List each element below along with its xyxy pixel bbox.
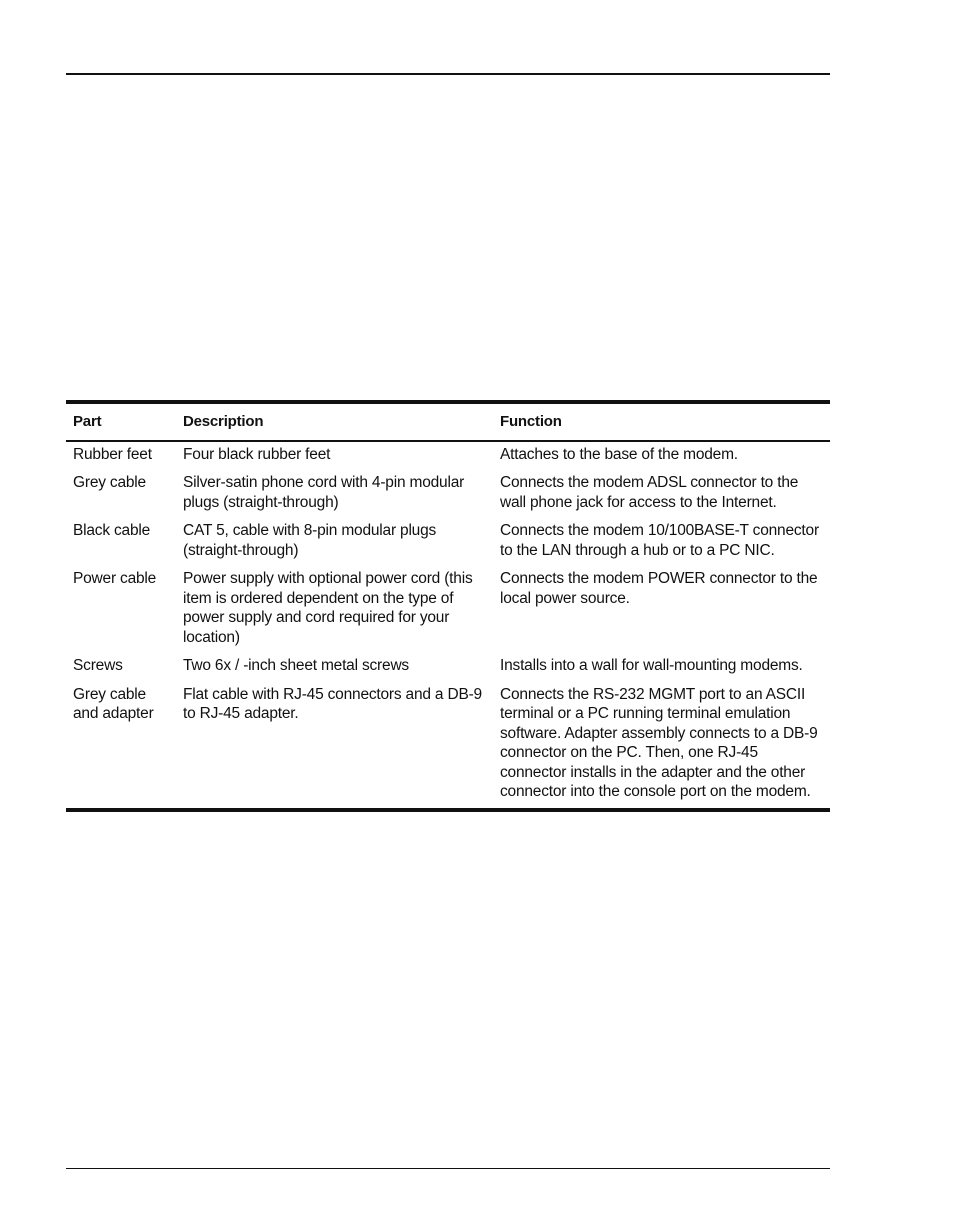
description-cell: CAT 5, cable with 8-pin modular plugs (straight-through) [183, 522, 437, 559]
header-rule [66, 73, 830, 75]
function-cell: Connects the modem 10/100BASE-T connector to the LAN through a hub or to a PC NIC. [500, 522, 819, 559]
function-cell: Installs into a wall for wall-mounting modems. [500, 657, 803, 674]
table-row [66, 441, 830, 470]
description-cell: Power supply with optional power cord (this item is ordered dependent on the type of power supply and cord required for your location) [183, 570, 473, 646]
part-cell: Power cable [73, 570, 157, 587]
table-header-row [66, 402, 830, 441]
table-row [66, 652, 830, 681]
description-cell: Four black rubber feet [183, 445, 331, 463]
table-row [66, 565, 830, 652]
part-cell: Black cable [73, 522, 151, 539]
column-header-part: Part [73, 413, 102, 430]
function-cell: Connects the RS-232 MGMT port to an ASCII terminal or a PC running terminal emulation software. Adapter assembly connects to a DB-9 connector on the PC. Then, one RJ-45 connector installs in the adapter and the other connector into the console port on the modem. [500, 685, 818, 800]
description-cell: Silver-satin phone cord with 4-pin modular plugs (straight-through) [183, 474, 465, 511]
column-header-description: Description [183, 413, 264, 430]
function-cell: Connects the modem ADSL connector to the wall phone jack for access to the Internet. [500, 474, 799, 511]
part-cell: Screws [73, 657, 123, 674]
part-cell: Grey cable and adapter [73, 685, 154, 722]
table-row [66, 517, 830, 565]
parts-table [66, 400, 830, 812]
column-header-function: Function [500, 413, 562, 430]
table-row [66, 469, 830, 517]
part-cell: Grey cable [73, 474, 146, 491]
function-cell: Connects the modem POWER connector to the local power source. [500, 570, 818, 607]
footer-rule [66, 1168, 830, 1169]
description-cell: Flat cable with RJ-45 connectors and a DB-9 to RJ-45 adapter. [183, 685, 482, 722]
table-row [66, 681, 830, 810]
part-cell: Rubber feet [73, 445, 152, 463]
function-cell: Attaches to the base of the modem. [500, 445, 738, 463]
description-cell: Two 6x / -inch sheet metal screws [183, 657, 409, 674]
